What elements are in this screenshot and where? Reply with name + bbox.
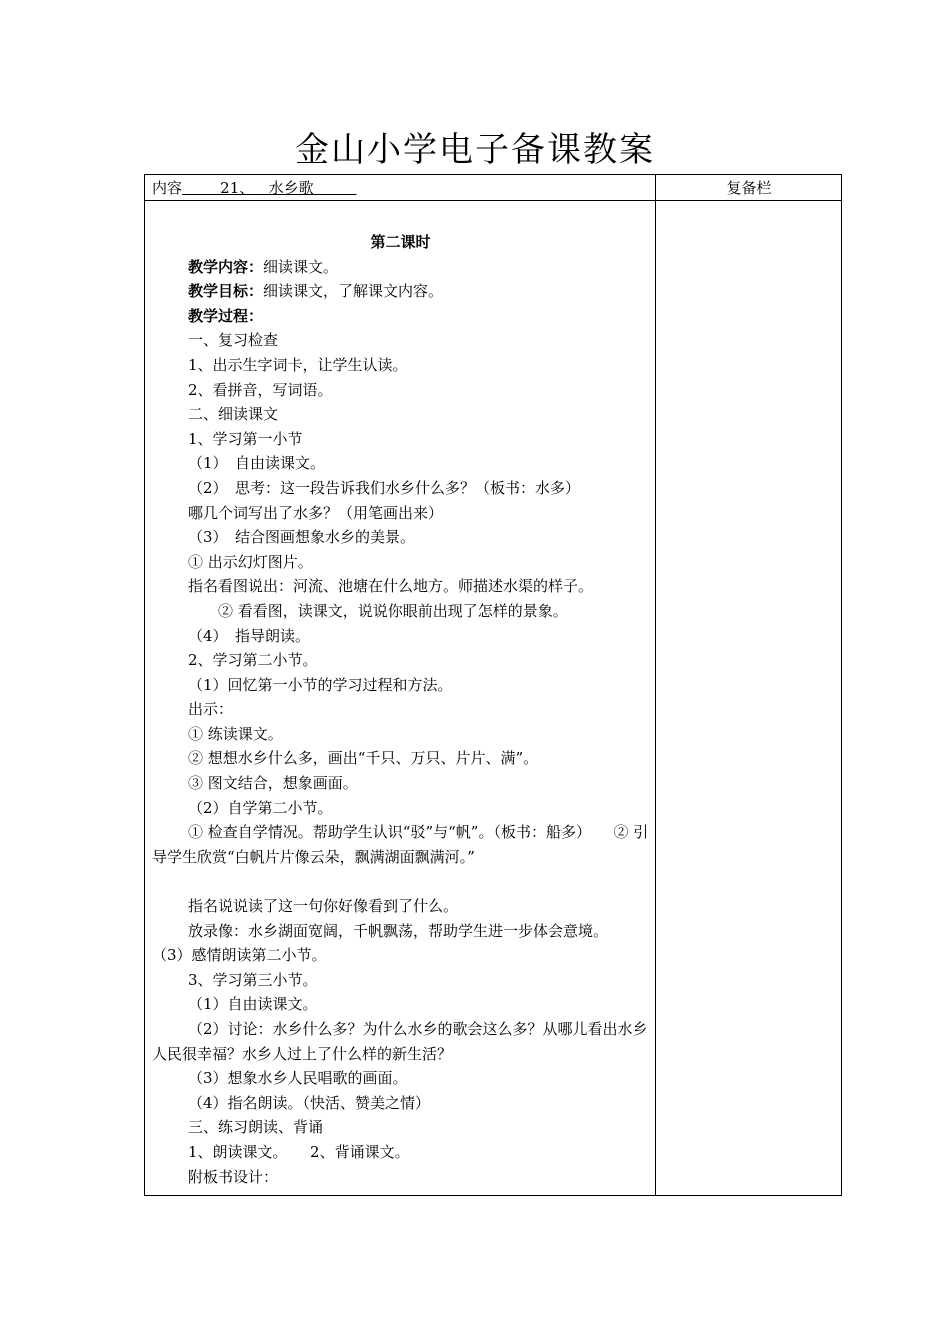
step-line: 出示： [188, 700, 234, 719]
content-header [152, 177, 357, 199]
step-line: 2、看拼音，写词语。 [188, 380, 333, 399]
teaching-process-label: 教学过程： [188, 306, 264, 325]
lesson-content [152, 230, 649, 1189]
notes-column-header: 复备栏 [726, 179, 772, 197]
session-title: 第二课时 [370, 233, 431, 251]
step-line: （2）讨论：水乡什么多？为什么水乡的歌会这么多？从哪儿看出水乡人民很幸福？水乡人过上了什么样的新生活？ [152, 1020, 648, 1063]
column-divider [655, 174, 656, 1196]
section-practice: 三、练习朗读、背诵 [188, 1118, 324, 1137]
step-line: 指名看图说出：河流、池塘在什么地方。师描述水渠的样子。 [188, 577, 594, 596]
step-line: （4）指名朗读。（快活、赞美之情） [188, 1093, 431, 1112]
step-line: 1、朗读课文。 2、背诵课文。 [188, 1142, 410, 1161]
section-review: 一、复习检查 [188, 331, 279, 350]
step-line: ② 想想水乡什么多，画出“千只、万只、片片、满”。 [188, 749, 539, 768]
blackboard-design-label: 附板书设计： [188, 1167, 279, 1186]
step-line: （1） 自由读课文。 [188, 454, 326, 473]
step-line: 放录像：水乡湖面宽阔，千帆飘荡，帮助学生进一步体会意境。 （3）感情朗读第二小节。 [152, 921, 631, 965]
blank-line [152, 869, 649, 894]
step-line: ③ 图文结合，想象画面。 [188, 774, 358, 793]
step-line: （2）自学第二小节。 [188, 798, 333, 817]
section-reading: 二、细读课文 [188, 405, 279, 424]
step-line: ① 检查自学情况。帮助学生认识“驳”与“帆”。（板书：船多） ② 引导学生欣赏“白帆片片像云朵，飘满湖面飘满河。” [152, 823, 649, 866]
step-line: （3）想象水乡人民唱歌的画面。 [188, 1069, 408, 1088]
header-divider [144, 200, 842, 201]
content-label: 内容 [152, 179, 183, 197]
step-line: 哪几个词写出了水多？（用笔画出来） [188, 503, 444, 522]
step-line: 2、学习第二小节。 [188, 651, 318, 670]
lesson-number: 21、 [220, 179, 255, 197]
step-line: ① 练读课文。 [188, 724, 283, 743]
teaching-content: 教学内容：细读课文。 [188, 257, 339, 276]
page-title: 金山小学电子备课教案 [295, 130, 655, 170]
step-line: （1）自由读课文。 [188, 995, 318, 1014]
step-line: ① 出示幻灯图片。 [188, 552, 313, 571]
step-line: （4） 指导朗读。 [188, 626, 311, 645]
step-line: 1、出示生字词卡，让学生认读。 [188, 355, 408, 374]
step-line: ② 看看图，读课文，说说你眼前出现了怎样的景象。 [218, 601, 568, 620]
step-line: （3） 结合图画想象水乡的美景。 [188, 528, 416, 547]
lesson-title: 水乡歌 [268, 179, 314, 197]
step-line: 指名说说读了这一句你好像看到了什么。 [188, 897, 459, 916]
step-line: 1、学习第一小节 [188, 429, 303, 448]
lesson-field [182, 179, 357, 197]
teaching-goal: 教学目标：细读课文，了解课文内容。 [188, 282, 444, 301]
step-line: （2） 思考：这一段告诉我们水乡什么多？（板书：水多） [188, 478, 581, 497]
step-line: （1）回忆第一小节的学习过程和方法。 [188, 675, 453, 694]
step-line: 3、学习第三小节。 [188, 970, 318, 989]
